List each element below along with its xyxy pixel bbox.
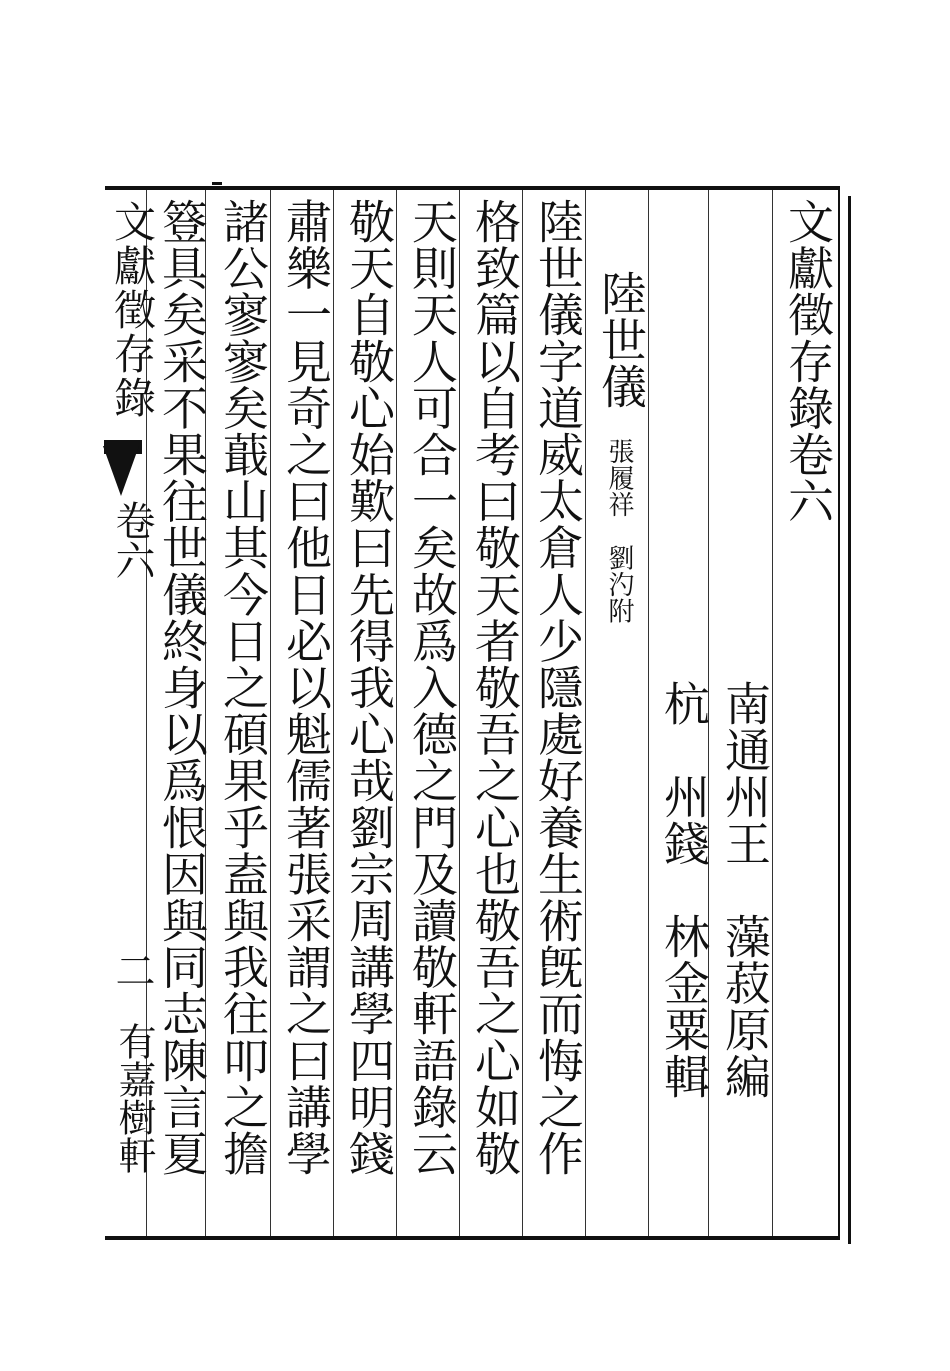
body-column-4: 敬天自敬心始歎曰先得我心哉劉宗周講學四明錢: [342, 198, 396, 1177]
body-column-7: 簦具矣采不果往世儀終身以爲恨因與同志陳言夏: [155, 198, 209, 1177]
compiler-credit-1: 南通州王 藻菽原編: [718, 680, 772, 1100]
margin-volume-label: 卷六: [109, 500, 155, 580]
frame-bottom-rule: [105, 1236, 840, 1240]
fish-tail-mark: [103, 446, 139, 496]
compiler-credit-2: 杭 州錢 林金粟輯: [657, 680, 711, 1100]
entry-appended-names: 張履祥 劉汋附: [604, 438, 634, 625]
margin-imprint: 有嘉樹軒: [112, 1022, 156, 1174]
body-column-5: 肅樂一見奇之曰他日必以魁儒著張采謂之曰講學: [279, 198, 333, 1177]
frame-right-outer-rule: [848, 196, 851, 1244]
margin-page-number: 二: [109, 950, 155, 990]
margin-book-title: 文獻徵存錄: [108, 200, 157, 420]
body-column-1: 陸世儀字道威太倉人少隱處好養生術旣而悔之作: [531, 198, 585, 1177]
frame-right-inner-rule: [838, 190, 840, 1238]
top-tick-mark: [212, 182, 222, 185]
frame-top-rule: [105, 186, 840, 190]
volume-title: 文獻徵存錄卷六: [781, 198, 835, 525]
entry-heading: 陸世儀: [594, 270, 648, 410]
body-column-6: 諸公寥寥矣蕺山其今日之碩果乎盍與我往叩之擔: [216, 198, 270, 1177]
body-column-3: 天則天人可合一矣故爲入德之門及讀敬軒語錄云: [405, 198, 459, 1177]
body-column-2: 格致篇以自考曰敬天者敬吾之心也敬吾之心如敬: [468, 198, 522, 1177]
